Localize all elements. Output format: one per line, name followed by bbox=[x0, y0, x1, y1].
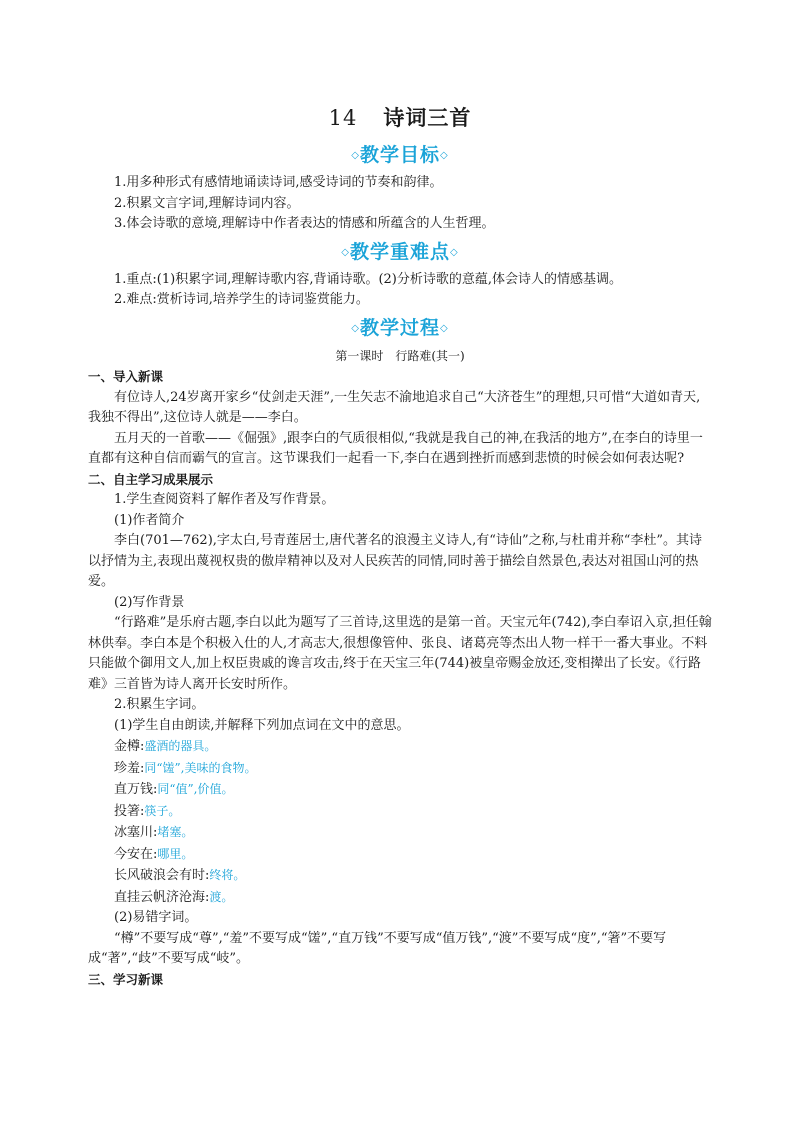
typo-text: “樽”不要写成“尊”,“羞”不要写成“馐”,“直万钱”不要写成“值万钱”,“渡”不要写成“度”,“箸”不要写成“著”,“歧”不要写成“岐”。 bbox=[88, 930, 667, 966]
vocab-meaning: 渡。 bbox=[209, 889, 234, 904]
sub-item-label: (2)写作背景 bbox=[114, 594, 185, 610]
vocab-meaning: 盛酒的器具。 bbox=[144, 739, 217, 753]
vocab-entry bbox=[114, 887, 712, 909]
vocab-meaning: 同“值”,价值。 bbox=[157, 782, 234, 796]
vocab-term: 珍羞: bbox=[114, 760, 145, 776]
vocab-term: 投箸: bbox=[114, 803, 145, 819]
part-heading: 一、导入新课 bbox=[88, 369, 164, 384]
vocab-entry bbox=[114, 865, 712, 887]
key-point-item: 1.重点:(1)积累字词,理解诗歌内容,背诵诗歌。(2)分析诗歌的意蕴,体会诗人的情感基调。 bbox=[114, 271, 623, 287]
vocab-meaning: 终将。 bbox=[209, 868, 246, 882]
process-heading: ◇教学过程◇ bbox=[351, 316, 449, 339]
vocab-term: 长风破浪会有时: bbox=[114, 868, 210, 883]
vocab-meaning: 同“馐”,美味的食物。 bbox=[144, 760, 257, 775]
diamond-icon: ◇ bbox=[450, 246, 459, 258]
vocab-entry bbox=[114, 822, 712, 844]
sub-item-label: (2)易错字词。 bbox=[114, 910, 198, 925]
key-point-item: 2.难点:赏析诗词,培养学生的诗词鉴赏能力。 bbox=[114, 292, 369, 307]
objectives-heading: ◇教学目标◇ bbox=[351, 144, 449, 166]
study-item: 2.积累生字词。 bbox=[114, 697, 205, 712]
objective-item: 2.积累文言字词,理解诗词内容。 bbox=[114, 195, 300, 211]
vocab-term: 直挂云帆济沧海: bbox=[114, 889, 210, 905]
lesson-title bbox=[88, 104, 712, 132]
lesson-number: 14 bbox=[328, 106, 358, 130]
diamond-icon: ◇ bbox=[440, 150, 449, 161]
vocab-term: 冰塞川: bbox=[114, 825, 158, 840]
vocab-entry bbox=[114, 844, 712, 866]
diamond-icon: ◇ bbox=[351, 322, 360, 334]
part-heading: 三、学习新课 bbox=[88, 971, 164, 987]
vocab-entry bbox=[114, 736, 712, 758]
lesson-name: 诗词三首 bbox=[383, 105, 472, 130]
diamond-icon: ◇ bbox=[351, 150, 360, 161]
vocab-entry bbox=[114, 758, 712, 780]
background-text: “行路难”是乐府古题,李白以此为题写了三首诗,这里选的是第一首。天宝元年(742),李白奉诏入京,担任翰林供奉。李白本是个积极入仕的人,才高志大,很想像管仲、张良、诸葛亮等杰出人物一样干一番大事业。不料只能做个御用文人,加上权臣贵戚的谗言攻击,终于在天宝三年(744)被皇帝赐金放还,变相撵出了长安。《行路难》三首皆为诗人离开长安时所作。 bbox=[88, 615, 712, 692]
vocab-entry bbox=[114, 779, 712, 801]
vocab-meaning: 哪里。 bbox=[157, 846, 194, 861]
lesson-period-label: 第一课时 行路难(其一) bbox=[335, 348, 465, 363]
study-item: 1.学生查阅资料了解作者及写作背景。 bbox=[114, 492, 335, 507]
diamond-icon: ◇ bbox=[341, 246, 350, 258]
vocab-term: 金樽: bbox=[114, 739, 145, 754]
vocab-entry bbox=[114, 801, 712, 823]
vocab-instruction: (1)学生自由朗读,并解释下列加点词在文中的意思。 bbox=[114, 717, 410, 733]
diamond-icon: ◇ bbox=[440, 322, 449, 334]
objective-item: 1.用多种形式有感情地诵读诗词,感受诗词的节奏和韵律。 bbox=[114, 175, 443, 190]
author-intro: 李白(701—762),字太白,号青莲居士,唐代著名的浪漫主义诗人,有“诗仙”之称,与杜甫并称“李杜”。其诗以抒情为主,表现出蔑视权贵的傲岸精神以及对人民疾苦的同情,同时善于描绘自然景色,表达对祖国山河的热爱。 bbox=[88, 533, 703, 589]
sub-item-label: (1)作者简介 bbox=[114, 512, 185, 528]
vocab-list bbox=[88, 736, 712, 929]
intro-paragraph: 有位诗人,24岁离开家乡“仗剑走天涯”,一生矢志不渝地追求自己“大济苍生”的理想,只可惜“大道如青天,我独不得出”,这位诗人就是——李白。 bbox=[88, 389, 701, 425]
vocab-meaning: 堵塞。 bbox=[157, 825, 194, 839]
objective-item: 3.体会诗歌的意境,理解诗中作者表达的情感和所蕴含的人生哲理。 bbox=[114, 216, 495, 231]
part-heading: 二、自主学习成果展示 bbox=[88, 471, 214, 487]
vocab-term: 今安在: bbox=[114, 846, 158, 862]
key-points-heading: ◇教学重难点◇ bbox=[341, 240, 459, 263]
intro-paragraph: 五月天的一首歌——《倔强》,跟李白的气质很相似,“我就是我自己的神,在我活的地方”,在李白的诗里一直都有这种自信而霸气的宣言。这节课我们一起看一下,李白在遇到挫折而感到悲愤的时候会如何表达呢? bbox=[88, 430, 703, 466]
document-page bbox=[88, 100, 712, 990]
vocab-term: 直万钱: bbox=[114, 782, 158, 797]
vocab-meaning: 筷子。 bbox=[144, 803, 181, 818]
